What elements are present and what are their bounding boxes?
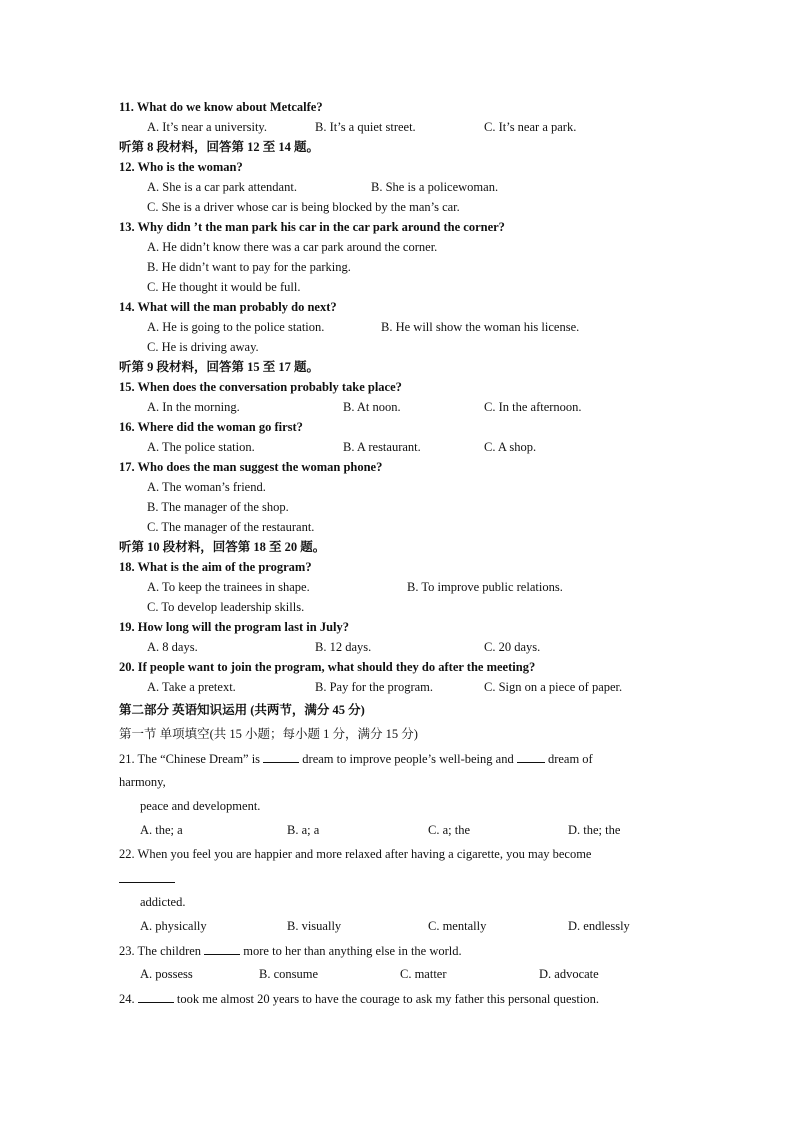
question-22-option-a: A. physically (140, 919, 207, 933)
question-22-option-c: C. mentally (428, 919, 487, 933)
question-21-option-c: C. a; the (428, 823, 471, 837)
question-20-option-b: B. Pay for the program. (315, 680, 434, 694)
question-14-stem: 14. What will the man probably do next? (119, 300, 337, 314)
section-8-instruction: 听第 8 段材料，回答第 12 至 14 题。 (119, 140, 320, 154)
question-15-option-a: A. In the morning. (147, 400, 240, 414)
question-24-text-start: 24. (119, 992, 138, 1006)
question-18-option-c: C. To develop leadership skills. (147, 600, 305, 614)
question-23-option-d: D. advocate (539, 967, 599, 981)
question-11-option-a: A. It’s near a university. (147, 120, 267, 134)
question-13-option-b: B. He didn’t want to pay for the parking. (147, 260, 351, 274)
question-23-option-b: B. consume (259, 967, 319, 981)
question-11-option-c: C. It’s near a park. (484, 120, 577, 134)
question-20-option-c: C. Sign on a piece of paper. (484, 680, 623, 694)
question-19-option-a: A. 8 days. (147, 640, 198, 654)
question-22-blank-line (119, 870, 175, 887)
question-23-stem (119, 942, 462, 959)
question-21-text-middle: dream to improve people’s well-being and (299, 752, 517, 766)
question-13-option-c: C. He thought it would be full. (147, 280, 301, 294)
section-1-heading: 第一节 单项填空(共 15 小题；每小题 1 分，满分 15 分) (119, 727, 418, 741)
question-21-stem-line-3: peace and development. (140, 799, 261, 813)
answer-blank (204, 942, 240, 955)
question-16-option-a: A. The police station. (147, 440, 255, 454)
question-16-option-b: B. A restaurant. (343, 440, 421, 454)
answer-blank (138, 990, 174, 1003)
question-14-option-c: C. He is driving away. (147, 340, 259, 354)
question-17-option-a: A. The woman’s friend. (147, 480, 266, 494)
question-21-stem-line-2: harmony, (119, 775, 166, 789)
question-21-text-end: dream of (544, 752, 593, 766)
question-21-option-a: A. the; a (140, 823, 183, 837)
section-9-instruction: 听第 9 段材料，回答第 15 至 17 题。 (119, 360, 320, 374)
question-17-option-b: B. The manager of the shop. (147, 500, 289, 514)
question-23-option-a: A. possess (140, 967, 193, 981)
question-15-option-b: B. At noon. (343, 400, 401, 414)
question-23-option-c: C. matter (400, 967, 447, 981)
question-15-option-c: C. In the afternoon. (484, 400, 582, 414)
question-11-option-b: B. It’s a quiet street. (315, 120, 416, 134)
question-15-stem: 15. When does the conversation probably take place? (119, 380, 402, 394)
question-16-option-c: C. A shop. (484, 440, 537, 454)
question-17-option-c: C. The manager of the restaurant. (147, 520, 315, 534)
question-14-option-a: A. He is going to the police station. (147, 320, 325, 334)
question-19-stem: 19. How long will the program last in July? (119, 620, 349, 634)
question-20-option-a: A. Take a pretext. (147, 680, 236, 694)
question-12-option-b: B. She is a policewoman. (371, 180, 499, 194)
question-21-stem (119, 750, 593, 767)
question-24-text-end: took me almost 20 years to have the courage to ask my father this personal question. (173, 992, 599, 1006)
question-22-stem: 22. When you feel you are happier and more relaxed after having a cigarette, you may become (119, 847, 592, 861)
answer-blank (119, 870, 175, 883)
question-18-option-b: B. To improve public relations. (407, 580, 563, 594)
section-10-instruction: 听第 10 段材料，回答第 18 至 20 题。 (119, 540, 326, 554)
question-12-stem: 12. Who is the woman? (119, 160, 243, 174)
question-22-option-b: B. visually (287, 919, 342, 933)
question-17-stem: 17. Who does the man suggest the woman phone? (119, 460, 383, 474)
question-19-option-c: C. 20 days. (484, 640, 541, 654)
question-22-option-d: D. endlessly (568, 919, 630, 933)
question-18-option-a: A. To keep the trainees in shape. (147, 580, 310, 594)
question-13-stem: 13. Why didn ’t the man park his car in the car park around the corner? (119, 220, 505, 234)
question-21-text-start: 21. The “Chinese Dream” is (119, 752, 264, 766)
question-23-text-start: 23. The children (119, 944, 205, 958)
question-12-option-a: A. She is a car park attendant. (147, 180, 297, 194)
question-21-option-d: D. the; the (568, 823, 621, 837)
question-19-option-b: B. 12 days. (315, 640, 372, 654)
question-22-stem-line-3: addicted. (140, 895, 186, 909)
question-23-text-end: more to her than anything else in the world. (240, 944, 462, 958)
part-2-heading: 第二部分 英语知识运用 (共两节，满分 45 分) (119, 703, 365, 717)
question-11-stem: 11. What do we know about Metcalfe? (119, 100, 323, 114)
question-24-stem (119, 990, 599, 1007)
question-14-option-b: B. He will show the woman his license. (381, 320, 580, 334)
question-13-option-a: A. He didn’t know there was a car park around the corner. (147, 240, 438, 254)
question-16-stem: 16. Where did the woman go first? (119, 420, 303, 434)
question-20-stem: 20. If people want to join the program, what should they do after the meeting? (119, 660, 536, 674)
question-18-stem: 18. What is the aim of the program? (119, 560, 312, 574)
question-21-option-b: B. a; a (287, 823, 320, 837)
answer-blank (517, 750, 545, 763)
question-12-option-c: C. She is a driver whose car is being blocked by the man’s car. (147, 200, 460, 214)
answer-blank (263, 750, 299, 763)
